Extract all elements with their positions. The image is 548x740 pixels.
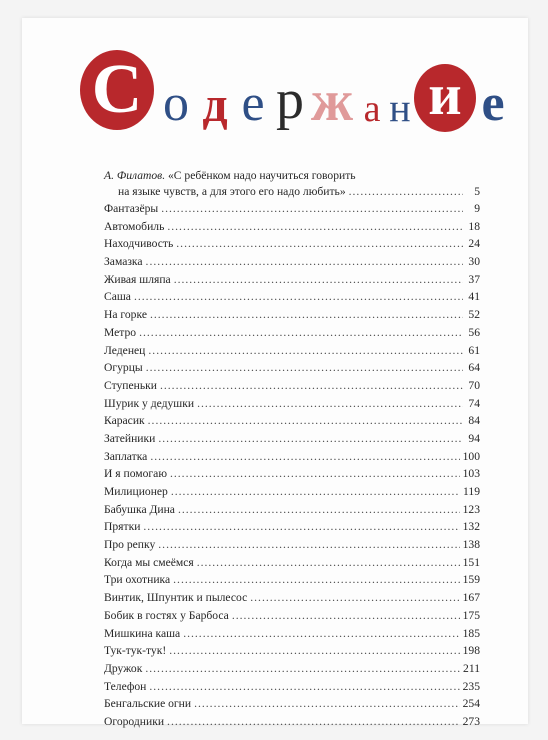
toc-entry-title: Дружок bbox=[104, 661, 143, 675]
toc-entry[interactable] bbox=[104, 642, 480, 660]
intro-title-line-2: на языке чувств, а для этого его надо любить» bbox=[118, 185, 346, 198]
toc-entry-title: Метро bbox=[104, 325, 137, 339]
toc-entry-title: Ступеньки bbox=[104, 378, 157, 392]
toc-entry[interactable] bbox=[104, 483, 480, 501]
dot-leader bbox=[158, 430, 463, 448]
dot-leader bbox=[167, 218, 463, 236]
toc-entry-page-number: 52 bbox=[468, 308, 480, 322]
toc-entry-page-number: 185 bbox=[462, 626, 480, 640]
toc-entry-page-number: 273 bbox=[462, 714, 480, 728]
toc-entry-page-number: 100 bbox=[462, 449, 480, 463]
dot-leader bbox=[158, 536, 459, 554]
toc-entry-page-number: 70 bbox=[468, 378, 480, 392]
toc-entry[interactable] bbox=[104, 713, 480, 731]
toc-entry-page-number: 198 bbox=[462, 644, 480, 658]
toc-entry[interactable] bbox=[104, 660, 480, 678]
toc-entry[interactable] bbox=[104, 412, 480, 430]
dot-leader bbox=[145, 660, 460, 678]
toc-entry-title: Автомобиль bbox=[104, 219, 165, 233]
dot-leader bbox=[169, 642, 459, 660]
toc-entry-page-number: 211 bbox=[463, 661, 480, 675]
dot-leader bbox=[149, 678, 459, 696]
dot-leader bbox=[197, 395, 463, 413]
toc-entry[interactable] bbox=[104, 377, 480, 395]
toc-entry-title: Когда мы смеёмся bbox=[104, 555, 194, 569]
heading-letter-5: р bbox=[276, 69, 304, 131]
toc-entry-page-number: 235 bbox=[462, 679, 480, 693]
toc-entry[interactable] bbox=[104, 306, 480, 324]
intro-title-line-1: «С ребёнком надо научиться говорить bbox=[168, 169, 356, 182]
toc-entry-title: Бобик в гостях у Барбоса bbox=[104, 608, 229, 622]
dot-leader bbox=[232, 607, 460, 625]
toc-entry-page-number: 41 bbox=[468, 290, 480, 304]
toc-entry-page-number: 37 bbox=[468, 272, 480, 286]
dot-leader bbox=[150, 306, 463, 324]
toc-entry[interactable] bbox=[104, 518, 480, 536]
table-of-contents bbox=[104, 168, 480, 731]
toc-entry-title: Телефон bbox=[104, 679, 147, 693]
toc-entry-page-number: 175 bbox=[462, 608, 480, 622]
toc-entry[interactable] bbox=[104, 501, 480, 519]
dot-leader bbox=[197, 554, 460, 572]
toc-entry-title: Заплатка bbox=[104, 449, 148, 463]
dot-leader bbox=[178, 501, 460, 519]
toc-entry-title: Живая шляпа bbox=[104, 272, 171, 286]
dot-leader bbox=[183, 625, 459, 643]
toc-entry-page-number: 61 bbox=[468, 343, 480, 357]
toc-entry-title: Мишкина каша bbox=[104, 626, 181, 640]
dot-leader bbox=[150, 448, 459, 466]
dot-leader bbox=[349, 184, 463, 200]
dot-leader bbox=[161, 200, 463, 218]
toc-entry-page-number: 94 bbox=[468, 431, 480, 445]
toc-entry-page-number: 9 bbox=[474, 202, 480, 215]
toc-entry-page-number: 64 bbox=[468, 361, 480, 375]
toc-entry[interactable] bbox=[104, 271, 480, 289]
toc-entry-page-number: 159 bbox=[462, 573, 480, 587]
toc-entries bbox=[104, 200, 480, 731]
toc-entry[interactable] bbox=[104, 359, 480, 377]
toc-entry-page-number: 103 bbox=[462, 467, 480, 481]
toc-entry[interactable] bbox=[104, 253, 480, 271]
toc-entry[interactable] bbox=[104, 288, 480, 306]
contents-heading bbox=[78, 46, 538, 156]
toc-entry[interactable] bbox=[104, 625, 480, 643]
heading-letter-10: е bbox=[481, 75, 505, 132]
toc-entry-page-number: 119 bbox=[463, 485, 480, 498]
toc-entry-title: Леденец bbox=[104, 343, 146, 357]
dot-leader bbox=[250, 589, 459, 607]
toc-entry-title: Тук-тук-тук! bbox=[104, 644, 167, 658]
toc-entry-page-number: 167 bbox=[462, 591, 480, 605]
toc-entry-page-number: 30 bbox=[468, 255, 480, 269]
toc-entry-title: Бенгальские огни bbox=[104, 697, 192, 711]
dot-leader bbox=[143, 518, 459, 536]
heading-letter-7: а bbox=[363, 88, 381, 130]
book-page bbox=[22, 18, 528, 728]
toc-entry-page-number: 18 bbox=[468, 219, 480, 233]
heading-letter-4: е bbox=[241, 75, 265, 132]
toc-entry[interactable] bbox=[104, 554, 480, 572]
toc-entry-page-number: 24 bbox=[468, 237, 480, 251]
toc-entry[interactable] bbox=[104, 571, 480, 589]
toc-entry-title: На горке bbox=[104, 308, 147, 322]
intro-page-number: 5 bbox=[474, 185, 480, 198]
toc-entry-title: Огурцы bbox=[104, 361, 143, 375]
toc-entry-title: Карасик bbox=[104, 414, 145, 428]
toc-entry[interactable] bbox=[104, 589, 480, 607]
toc-entry[interactable] bbox=[104, 695, 480, 713]
toc-entry-page-number: 84 bbox=[468, 414, 480, 428]
dot-leader bbox=[146, 359, 463, 377]
toc-entry-page-number: 123 bbox=[462, 502, 480, 516]
toc-entry[interactable] bbox=[104, 395, 480, 413]
dot-leader bbox=[148, 412, 463, 430]
dot-leader bbox=[171, 483, 460, 501]
toc-entry[interactable] bbox=[104, 200, 480, 218]
dot-leader bbox=[160, 377, 463, 395]
toc-entry[interactable] bbox=[104, 448, 480, 466]
dot-leader bbox=[176, 235, 463, 253]
heading-letter-6: ж bbox=[310, 68, 354, 133]
heading-letter-8: н bbox=[389, 85, 411, 130]
toc-entry[interactable] bbox=[104, 465, 480, 483]
toc-entry-title: Про репку bbox=[104, 538, 156, 552]
toc-entry-title: Винтик, Шпунтик и пылесос bbox=[104, 591, 248, 605]
toc-entry-page-number: 151 bbox=[462, 555, 480, 569]
dot-leader bbox=[167, 713, 460, 731]
toc-entry-page-number: 138 bbox=[462, 538, 480, 552]
toc-entry-title: Замазка bbox=[104, 255, 143, 269]
toc-entry-title: Три охотника bbox=[104, 573, 171, 587]
heading-letter-1: С bbox=[91, 51, 143, 128]
toc-entry-title: И я помогаю bbox=[104, 467, 167, 481]
toc-entry-page-number: 56 bbox=[468, 325, 480, 339]
heading-letter-3: д bbox=[202, 76, 228, 132]
toc-entry-title: Бабушка Дина bbox=[104, 502, 175, 516]
toc-entry-page-number: 132 bbox=[462, 520, 480, 534]
dot-leader bbox=[173, 571, 459, 589]
dot-leader bbox=[134, 288, 463, 306]
dot-leader bbox=[174, 271, 463, 289]
toc-entry[interactable] bbox=[104, 218, 480, 236]
dot-leader bbox=[148, 342, 463, 360]
toc-entry-title: Милиционер bbox=[104, 485, 168, 498]
toc-entry-title: Саша bbox=[104, 290, 131, 304]
toc-entry[interactable] bbox=[104, 678, 480, 696]
toc-entry-page-number: 74 bbox=[468, 396, 480, 410]
toc-intro-entry[interactable] bbox=[104, 168, 480, 200]
heading-letter-2: о bbox=[163, 75, 189, 132]
toc-entry[interactable] bbox=[104, 430, 480, 448]
dot-leader bbox=[170, 465, 460, 483]
toc-entry-title: Прятки bbox=[104, 520, 141, 534]
toc-entry-page-number: 254 bbox=[462, 697, 480, 711]
toc-entry-title: Фантазёры bbox=[104, 202, 159, 215]
toc-entry-title: Находчивость bbox=[104, 237, 174, 251]
heading-letter-9: и bbox=[428, 62, 462, 127]
toc-entry[interactable] bbox=[104, 324, 480, 342]
toc-entry[interactable] bbox=[104, 607, 480, 625]
dot-leader bbox=[146, 253, 463, 271]
toc-entry[interactable] bbox=[104, 342, 480, 360]
toc-entry-title: Шурик у дедушки bbox=[104, 396, 195, 410]
toc-entry[interactable] bbox=[104, 536, 480, 554]
toc-entry-title: Огородники bbox=[104, 714, 165, 728]
intro-author: А. Филатов. bbox=[104, 169, 166, 182]
toc-entry-title: Затейники bbox=[104, 431, 156, 445]
dot-leader bbox=[139, 324, 463, 342]
dot-leader bbox=[194, 695, 460, 713]
toc-entry[interactable] bbox=[104, 235, 480, 253]
